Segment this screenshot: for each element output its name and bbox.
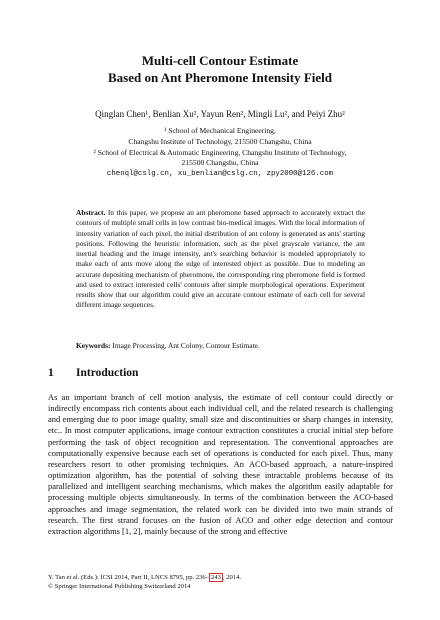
affiliation-line-1: ¹ School of Mechanical Engineering, [164,126,276,135]
author-emails: chenql@cslg.cn, xu_benlian@cslg.cn, zpy2000@126.com [106,170,334,179]
section-title: Introduction [76,367,139,379]
affiliation-line-3: ² School of Electrical & Automatic Engineering, Changshu Institute of Technology, [93,147,347,157]
footer-citation-pre: Y. Tan et al. (Eds.): ICSI 2014, Part II, LNCS 8795, pp. 236– [48,574,210,581]
abstract-label: Abstract. [76,208,106,217]
keywords [76,341,365,351]
abstract [76,208,365,311]
footer-citation-post: , 2014. [222,574,242,581]
section-heading [48,367,138,379]
footer-copyright: © Springer International Publishing Switzerland 2014 [48,582,191,590]
keywords-label: Keywords: [76,341,111,350]
intro-paragraph: As an important branch of cell motion analysis, the estimate of cell contour could directly or indirectly encompass rich contents about each individual cell, and the related research is challenging and emerging due to poor image quality, small size and discontinuities or sharp changes in intensity, etc.. In most computer applications, image contour extraction constitutes a crucial initial step before performing the task of object recognition and representation. The conventional approaches are computationally expensive because each set of operations is conducted for each pixel. Thus, many researchers resort to other promising techniques. An ACO-based approach, a nature-inspired optimization algorithm, has the potential of solving these intractable problems because of its parallelized and intelligent searching mechanisms, which makes the algorithm easily adaptable for processing multiple objects simultaneously. In terms of the combination between the ACO-based approaches and image segmentation, the related work can be divided into two main strands of research. The first strand focuses on the fusion of ACO and other edge detection and contour extraction algorithms [1, 2], mainly because of the strong and effective [48,392,393,536]
affiliation-line-2: Changshu Institute of Technology, 215500 Changshu, China [128,136,312,146]
paper-title [0,52,440,86]
section-number: 1 [48,367,54,379]
affiliations [30,126,410,180]
abstract-text: In this paper, we propose an ant pheromone based approach to accurately extract the contours of multiple small cells in low contrast bio-medical images. With the local information of intensity variation of each pixel, the initial distribution of ant colony is generated as ants' starting positions. Following the heuristic information, such as the pixel grayscale variance, the ant inertial heading and the image intensity, ant's searching behavior is modeled appropriately to make each of ants move along the edge of interested object as possible. Due to modeling an accurate depositing mechanism of pheromone, the corresponding ring pheromone field is formed and used to extract interested cells' contours after simple morphological operations. Experiment results show that our algorithm could give an accurate contour estimate of each cell for several different image sequences. [76,208,365,310]
title-line-2: Based on Ant Pheromone Intensity Field [107,70,333,85]
keywords-text: Image Processing, Ant Colony, Contour Estimate. [112,341,260,350]
footer [48,574,393,591]
footer-citation [48,574,393,583]
author-list: Qinglan Chen¹, Benlian Xu², Yayun Ren², Mingli Lu², and Peiyi Zhu² [95,109,345,119]
page-link[interactable]: 243 [211,574,221,581]
title-line-1: Multi-cell Contour Estimate [141,53,299,68]
affiliation-line-4: 215500 Changshu, China [181,158,259,168]
